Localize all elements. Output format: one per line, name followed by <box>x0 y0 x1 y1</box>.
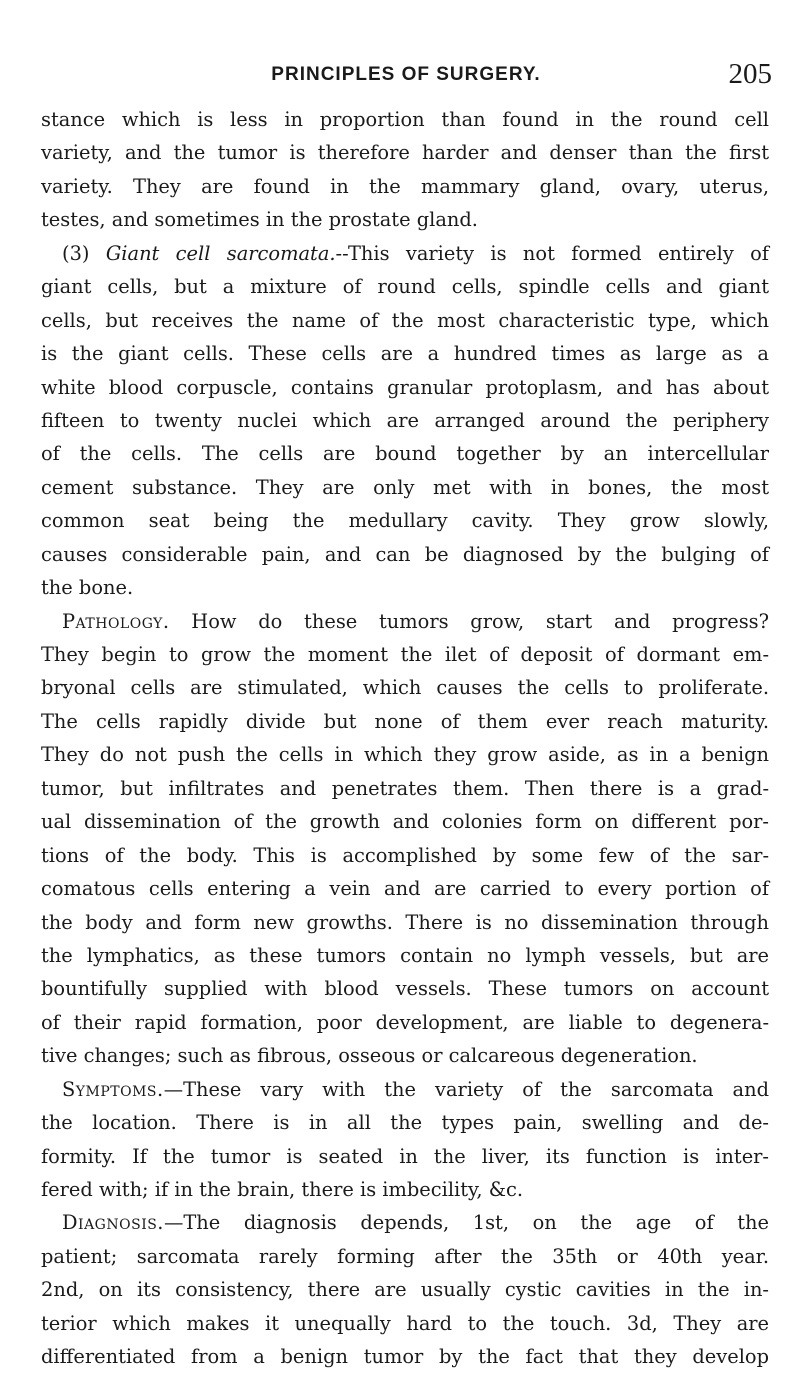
text-line <box>41 671 769 704</box>
page-header <box>40 58 772 98</box>
line-text: variety, and the tumor is therefore harder and denser than the first <box>41 141 769 165</box>
line-text: cells, but receives the name of the most characteristic type, which <box>41 308 769 332</box>
line-text: They do not push the cells in which they grow aside, as in a benign <box>41 743 769 767</box>
text-line <box>41 1240 769 1273</box>
body-text <box>41 103 769 1374</box>
text-line <box>41 571 769 604</box>
text-line <box>41 304 769 337</box>
text-line <box>41 1073 769 1106</box>
text-line <box>41 1206 769 1239</box>
text-line <box>41 1106 769 1139</box>
text-line <box>41 872 769 905</box>
line-text: testes, and sometimes in the prostate gland. <box>41 208 478 232</box>
text-line <box>41 638 769 671</box>
text-line <box>41 203 769 236</box>
text-line <box>41 270 769 303</box>
text-line <box>41 772 769 805</box>
line-text: fifteen to twenty nuclei which are arranged around the periphery <box>41 408 769 432</box>
text-line <box>41 705 769 738</box>
text-line <box>41 906 769 939</box>
text-line <box>41 805 769 838</box>
line-text: How do these tumors grow, start and progress? <box>169 609 769 633</box>
text-line <box>41 103 769 136</box>
line-text: —These vary with the variety of the sarcomata and <box>163 1077 769 1101</box>
text-line <box>41 972 769 1005</box>
text-line <box>41 738 769 771</box>
line-text: bryonal cells are stimulated, which causes the cells to proliferate. <box>41 676 769 700</box>
line-text: comatous cells entering a vein and are carried to every portion of <box>41 877 769 901</box>
text-line <box>41 1173 769 1206</box>
line-text: —The diagnosis depends, 1st, on the age of the <box>163 1211 769 1235</box>
text-line <box>41 605 769 638</box>
text-line <box>41 1340 769 1373</box>
line-text: the lymphatics, as these tumors contain no lymph vessels, but are <box>41 943 769 967</box>
line-text: variety. They are found in the mammary gland, ovary, uterus, <box>41 174 769 198</box>
line-text: tive changes; such as fibrous, osseous or calcareous degeneration. <box>41 1044 698 1068</box>
text-line <box>41 1039 769 1072</box>
line-text: formity. If the tumor is seated in the liver, its function is inter- <box>41 1144 769 1168</box>
line-text: causes considerable pain, and can be diagnosed by the bulging of <box>41 542 769 566</box>
section-heading: Symptoms. <box>62 1077 164 1101</box>
list-marker: (3) <box>62 241 106 265</box>
text-line <box>41 1307 769 1340</box>
line-text: the location. There is in all the types pain, swelling and de- <box>41 1111 769 1135</box>
line-text: tumor, but infiltrates and penetrates them. Then there is a grad- <box>41 776 769 800</box>
line-text: differentiated from a benign tumor by the fact that they develop <box>41 1345 769 1369</box>
line-text: giant cells, but a mixture of round cells, spindle cells and giant <box>41 275 769 299</box>
text-line <box>41 504 769 537</box>
line-text: the body and form new growths. There is no dissemination through <box>41 910 769 934</box>
page-number: 205 <box>728 58 772 90</box>
text-line <box>41 337 769 370</box>
text-line <box>41 1273 769 1306</box>
text-line <box>41 839 769 872</box>
line-text: tions of the body. This is accomplished by some few of the sar- <box>41 843 769 867</box>
text-line <box>41 237 769 270</box>
text-line <box>41 1006 769 1039</box>
text-line <box>41 471 769 504</box>
section-heading: Pathology. <box>62 609 170 633</box>
text-line <box>41 939 769 972</box>
line-text: terior which makes it unequally hard to the touch. 3d, They are <box>41 1311 769 1335</box>
text-line <box>41 437 769 470</box>
line-text: --This variety is not formed entirely of <box>335 241 769 265</box>
line-text: common seat being the medullary cavity. They grow slowly, <box>41 509 769 533</box>
text-line <box>41 1140 769 1173</box>
line-text: the bone. <box>41 576 134 600</box>
text-line <box>41 136 769 169</box>
section-heading: Diagnosis. <box>62 1211 164 1235</box>
line-text: fered with; if in the brain, there is imbecility, &c. <box>41 1178 524 1201</box>
line-text: white blood corpuscle, contains granular protoplasm, and has about <box>41 375 769 399</box>
line-text: of their rapid formation, poor development, are liable to degenera- <box>41 1010 769 1034</box>
line-text: stance which is less in proportion than found in the round cell <box>41 108 769 131</box>
text-line <box>41 170 769 203</box>
line-text: The cells rapidly divide but none of them ever reach maturity. <box>41 709 769 733</box>
line-text: ual dissemination of the growth and colonies form on different por- <box>41 810 769 834</box>
italic-heading: Giant cell sarcomata. <box>105 241 336 265</box>
running-title: PRINCIPLES OF SURGERY. <box>271 64 541 85</box>
text-line <box>41 404 769 437</box>
text-line <box>41 371 769 404</box>
line-text: patient; sarcomata rarely forming after the 35th or 40th year. <box>41 1244 769 1268</box>
line-text: of the cells. The cells are bound together by an intercellular <box>41 442 769 466</box>
line-text: cement substance. They are only met with in bones, the most <box>41 475 769 499</box>
line-text: They begin to grow the moment the ilet of deposit of dormant em- <box>41 643 769 666</box>
line-text: 2nd, on its consistency, there are usually cystic cavities in the in- <box>41 1278 769 1302</box>
line-text: is the giant cells. These cells are a hundred times as large as a <box>41 342 769 366</box>
line-text: bountifully supplied with blood vessels. These tumors on account <box>41 977 769 1001</box>
text-line <box>41 538 769 571</box>
